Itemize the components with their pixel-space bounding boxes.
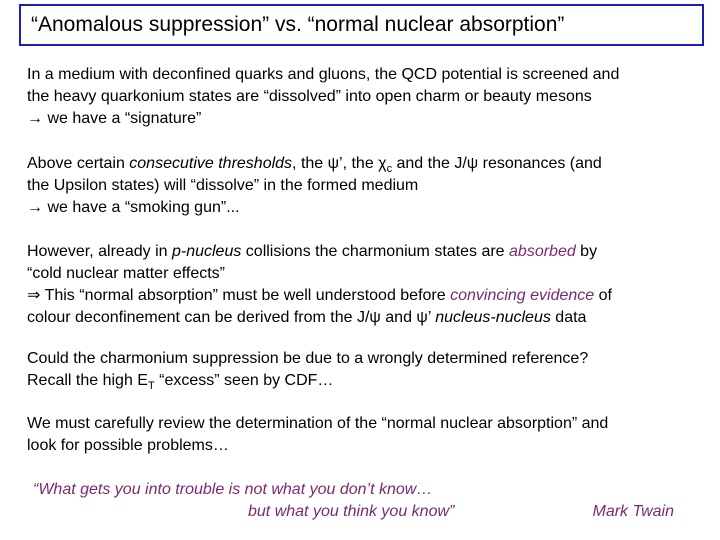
p4-line1: Could the charmonium suppression be due to a wrongly determined reference? (27, 350, 589, 367)
quote-author: Mark Twain (592, 503, 674, 520)
paragraph-reference (27, 348, 707, 392)
quote-l2a: but what (248, 503, 313, 520)
p2-line2: the Upsilon states) will “dissolve” in the formed medium (27, 177, 419, 194)
p2-c: , the ψ’, the χ (292, 155, 387, 172)
p3-l4c: data (550, 309, 587, 326)
p2-chi-sub: c (386, 163, 393, 176)
p3-line2: “cold nuclear matter effects” (27, 265, 226, 282)
p2-consecutive-thresholds: consecutive thresholds (129, 155, 293, 172)
p3-a: However, already in (27, 243, 172, 260)
p2-d: and the J/ψ resonances (and (392, 155, 602, 172)
p3-l3a: ⇒ This “normal absorption” must be well understood before (27, 287, 451, 304)
p3-l3c: of (594, 287, 612, 304)
paragraph-normal-absorption (27, 241, 707, 329)
quote-l2c: you know” (376, 503, 455, 520)
slide-title-box (19, 4, 704, 46)
p3-nucleus-nucleus: nucleus-nucleus (435, 309, 551, 326)
quote-you-think: you think (312, 503, 377, 520)
p1-line3: → we have a “signature” (27, 110, 202, 127)
p1-line2: the heavy quarkonium states are “dissolved” into open charm or beauty mesons (27, 88, 592, 105)
p3-convincing-evidence: convincing evidence (450, 287, 595, 304)
quote-line2 (33, 501, 503, 523)
p4-l2b: “excess” seen by CDF… (154, 372, 334, 389)
quote (33, 479, 503, 523)
p1-line1: In a medium with deconfined quarks and gluons, the QCD potential is screened and (27, 66, 620, 83)
p4-et-sub: T (147, 380, 155, 393)
p3-e: by (575, 243, 598, 260)
p3-p-nucleus: p-nucleus (171, 243, 242, 260)
p2-line3: → we have a “smoking gun”... (27, 199, 240, 216)
p5-line1: We must carefully review the determination of the “normal nuclear absorption” and (27, 415, 609, 432)
p4-l2a: Recall the high E (27, 372, 148, 389)
p3-absorbed: absorbed (509, 243, 576, 260)
quote-line1: “What gets you into trouble is not what you don’t know… (33, 481, 433, 498)
paragraph-deconfinement (27, 64, 707, 130)
slide-title: “Anomalous suppression” vs. “normal nuclear absorption” (31, 13, 565, 36)
paragraph-review (27, 413, 707, 457)
p3-l4a: colour deconfinement can be derived from the J/ψ and ψ’ (27, 309, 436, 326)
p2-a: Above certain (27, 155, 130, 172)
p5-line2: look for possible problems… (27, 437, 229, 454)
p3-c: collisions the charmonium states are (241, 243, 510, 260)
paragraph-thresholds (27, 153, 707, 219)
